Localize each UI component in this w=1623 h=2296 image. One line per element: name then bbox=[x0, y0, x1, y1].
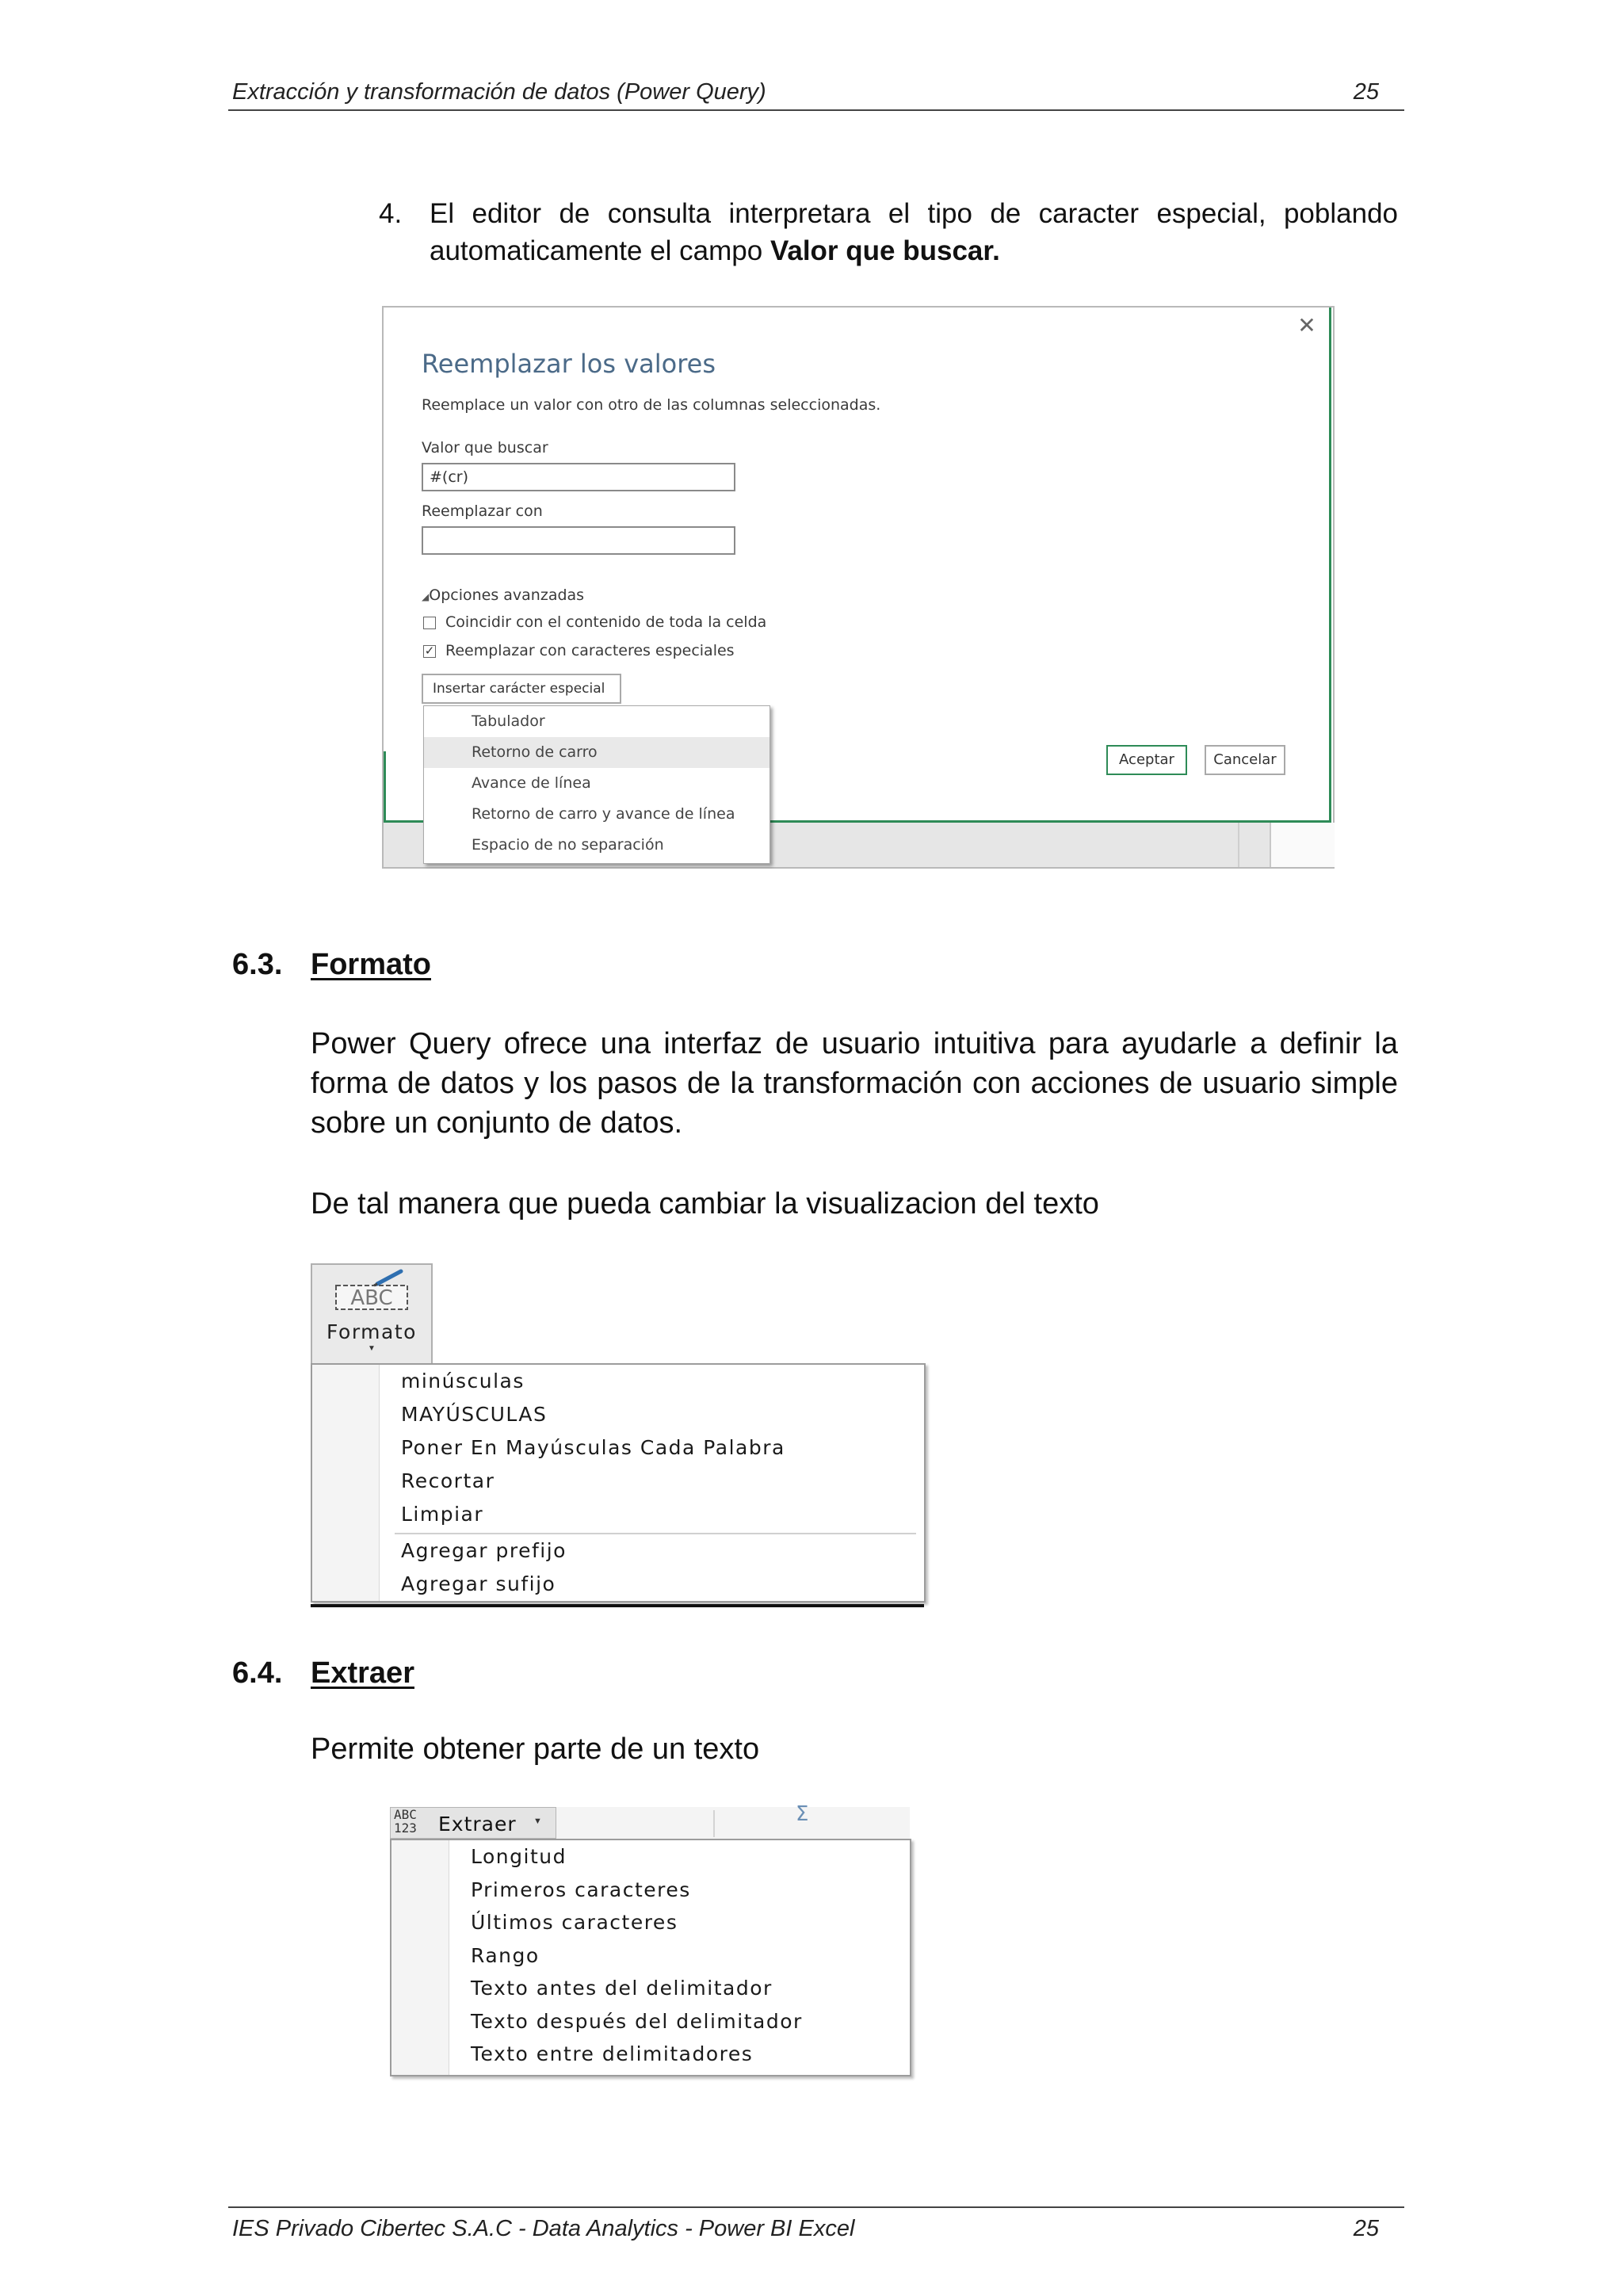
checkmark-icon: ✓ bbox=[424, 644, 435, 658]
replace-input[interactable] bbox=[422, 526, 735, 555]
menu-item-nbsp[interactable]: Espacio de no separación bbox=[472, 836, 664, 854]
section-6-3-paragraph: Power Query ofrece una interfaz de usuario intuitiva para ayudarle a definir la forma de datos y los pasos de la transformación con acciones de usuario simple sobre un conjunto de datos. bbox=[311, 1027, 1398, 1140]
section-6-3-number: 6.3. bbox=[232, 948, 283, 981]
special-chars-checkbox[interactable] bbox=[423, 645, 436, 658]
section-6-3-title-text: Formato bbox=[311, 948, 431, 981]
match-cell-label: Coincidir con el contenido de toda la celda bbox=[445, 613, 767, 631]
cancel-button[interactable]: Cancelar bbox=[1205, 745, 1285, 775]
section-6-4-paragraph: Permite obtener parte de un texto bbox=[311, 1733, 760, 1766]
menu-item-tab[interactable]: Tabulador bbox=[472, 712, 545, 730]
format-menu-separator bbox=[395, 1533, 916, 1534]
dialog-left-edge bbox=[384, 751, 386, 823]
format-menu-bottom-line bbox=[311, 1604, 924, 1607]
extract-item-text-before[interactable]: Texto antes del delimitador bbox=[471, 1977, 773, 2000]
menu-item-cr-lf[interactable]: Retorno de carro y avance de línea bbox=[472, 805, 735, 823]
format-item-capitalize[interactable]: Poner En Mayúsculas Cada Palabra bbox=[401, 1436, 785, 1459]
step-number: 4. bbox=[379, 198, 403, 229]
running-header-title: Extracción y transformación de datos (Power Query) bbox=[232, 79, 766, 105]
chevron-down-icon: ▼ bbox=[533, 1817, 542, 1826]
extract-menu-gutter bbox=[391, 1840, 449, 2075]
section-6-3-title bbox=[311, 948, 431, 982]
replace-values-dialog-screenshot bbox=[382, 306, 1335, 869]
triangle-expanded-icon: ◢ bbox=[422, 591, 430, 602]
chevron-down-icon: ▼ bbox=[368, 1344, 376, 1353]
section-6-4-title-text: Extraer bbox=[311, 1656, 414, 1690]
abc-icon-text: ABC bbox=[394, 1807, 417, 1822]
insert-special-char-dropdown[interactable] bbox=[422, 674, 621, 704]
footer-rule bbox=[228, 2206, 1404, 2208]
format-ribbon-button[interactable] bbox=[311, 1263, 433, 1365]
insert-special-char-label: Insertar carácter especial bbox=[433, 681, 605, 697]
format-item-trim[interactable]: Recortar bbox=[401, 1469, 495, 1492]
insert-special-char-menu bbox=[423, 705, 770, 864]
step-text-bold: Valor que buscar. bbox=[769, 235, 1000, 266]
extract-item-length[interactable]: Longitud bbox=[471, 1845, 567, 1868]
section-6-3-paragraph-2: De tal manera que pueda cambiar la visualizacion del texto bbox=[311, 1187, 1099, 1221]
format-item-clean[interactable]: Limpiar bbox=[401, 1503, 484, 1526]
format-menu bbox=[311, 1363, 926, 1603]
advanced-options-toggle[interactable] bbox=[422, 586, 584, 604]
extract-item-last-chars[interactable]: Últimos caracteres bbox=[471, 1911, 678, 1934]
footer-text: IES Privado Cibertec S.A.C - Data Analytics - Power BI Excel bbox=[232, 2216, 855, 2241]
format-item-add-suffix[interactable]: Agregar sufijo bbox=[401, 1572, 556, 1595]
find-input[interactable]: #(cr) bbox=[422, 463, 735, 491]
sum-icon: Σ bbox=[796, 1802, 809, 1826]
menu-item-line-feed[interactable]: Avance de línea bbox=[472, 774, 591, 792]
section-6-4-title bbox=[311, 1656, 414, 1690]
background-window-pane bbox=[1270, 823, 1335, 867]
dialog-title: Reemplazar los valores bbox=[422, 349, 716, 379]
extract-item-first-chars[interactable]: Primeros caracteres bbox=[471, 1878, 691, 1901]
strip-divider bbox=[713, 1810, 715, 1837]
extract-ribbon-button[interactable] bbox=[390, 1807, 556, 1839]
step-text-line2-prefix: automaticamente el campo bbox=[430, 235, 770, 266]
extract-item-range[interactable]: Rango bbox=[471, 1944, 540, 1967]
num-icon-text: 123 bbox=[394, 1820, 417, 1836]
step-text-line2 bbox=[430, 232, 1000, 269]
match-cell-checkbox[interactable] bbox=[423, 617, 436, 629]
extract-button-label: Extraer bbox=[438, 1813, 517, 1836]
section-6-4-number: 6.4. bbox=[232, 1656, 283, 1690]
background-window-divider bbox=[1238, 823, 1239, 867]
advanced-options-label: Opciones avanzadas bbox=[429, 586, 585, 604]
abc-format-icon bbox=[328, 1268, 415, 1312]
ok-button[interactable]: Aceptar bbox=[1106, 745, 1187, 775]
extract-item-text-between[interactable]: Texto entre delimitadores bbox=[471, 2042, 754, 2065]
running-header-page: 25 bbox=[1353, 79, 1379, 105]
abc-123-icon bbox=[394, 1808, 417, 1835]
extract-item-text-after[interactable]: Texto después del delimitador bbox=[471, 2010, 803, 2033]
format-button-label: Formato bbox=[327, 1320, 417, 1343]
svg-text:ABC: ABC bbox=[350, 1286, 393, 1310]
format-item-uppercase[interactable]: MAYÚSCULAS bbox=[401, 1403, 548, 1426]
find-label: Valor que buscar bbox=[422, 439, 548, 457]
header-rule bbox=[228, 109, 1404, 111]
menu-item-carriage-return[interactable]: Retorno de carro bbox=[424, 737, 769, 768]
dialog-subtitle: Reemplace un valor con otro de las columnas seleccionadas. bbox=[422, 396, 881, 414]
extract-menu bbox=[390, 1839, 911, 2076]
format-menu-gutter bbox=[312, 1365, 380, 1601]
format-item-lowercase[interactable]: minúsculas bbox=[401, 1370, 525, 1392]
replace-label: Reemplazar con bbox=[422, 502, 543, 520]
close-icon[interactable]: ✕ bbox=[1297, 312, 1316, 338]
format-item-add-prefix[interactable]: Agregar prefijo bbox=[401, 1539, 567, 1562]
step-text-line1: El editor de consulta interpretara el tipo de caracter especial, poblando bbox=[430, 198, 1398, 229]
special-chars-label: Reemplazar con caracteres especiales bbox=[445, 642, 735, 659]
footer-page: 25 bbox=[1353, 2216, 1379, 2241]
